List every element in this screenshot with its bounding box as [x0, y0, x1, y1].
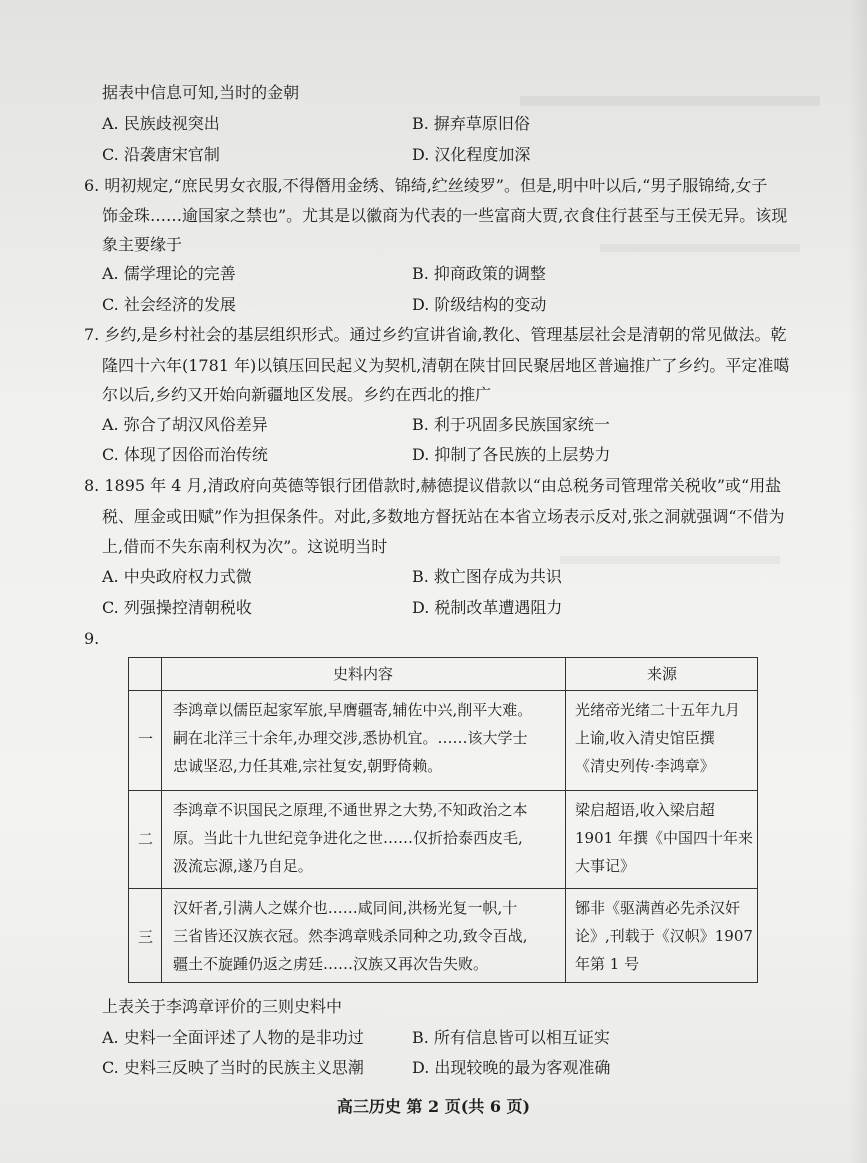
table-rule [129, 790, 757, 791]
bleed-through-mark [560, 556, 780, 564]
table-cell-content: 忠诚坚忍,力任其难,宗社复安,朝野倚赖。 [173, 757, 443, 775]
q7-option-b[interactable]: B. 利于巩固多民族国家统一 [412, 415, 610, 434]
q9-stem: 上表关于李鸿章评价的三则史料中 [102, 997, 343, 1016]
q8-option-b[interactable]: B. 救亡图存成为共识 [412, 567, 562, 586]
q7-stem-line-1: 7. 乡约,是乡村社会的基层组织形式。通过乡约宣讲省谕,教化、管理基层社会是清朝的常见做法。乾 [84, 325, 787, 344]
q9-option-b[interactable]: B. 所有信息皆可以相互证实 [412, 1028, 610, 1047]
q5-option-a[interactable]: A. 民族歧视突出 [102, 114, 220, 133]
q7-option-d[interactable]: D. 抑制了各民族的上层势力 [412, 445, 611, 464]
table-row-label: 一 [137, 730, 153, 748]
q5-option-c[interactable]: C. 沿袭唐宋官制 [102, 145, 220, 164]
table-cell-source: 1901 年撰《中国四十年来 [575, 829, 753, 847]
table-cell-source: 年第 1 号 [575, 955, 640, 973]
table-cell-content: 原。当此十九世纪竞争进化之世……仅折拾泰西皮毛, [173, 829, 523, 847]
table-row-label: 三 [137, 928, 153, 946]
q6-option-a[interactable]: A. 儒学理论的完善 [102, 264, 236, 283]
bleed-through-mark [600, 244, 800, 252]
q5-stem: 据表中信息可知,当时的金朝 [102, 83, 300, 102]
q7-option-c[interactable]: C. 体现了因俗而治传统 [102, 445, 268, 464]
q6-option-d[interactable]: D. 阶级结构的变动 [412, 295, 547, 314]
q5-option-b[interactable]: B. 摒弃草原旧俗 [412, 114, 530, 133]
table-cell-source: 大事记》 [575, 857, 636, 875]
q9-number: 9. [84, 629, 100, 648]
q6-option-b[interactable]: B. 抑商政策的调整 [412, 264, 546, 283]
table-cell-content: 汉奸者,引满人之媒介也……咸同间,洪杨光复一帜,十 [173, 899, 518, 917]
table-row-label: 二 [137, 830, 153, 848]
q7-stem-line-3: 尔以后,乡约又开始向新疆地区发展。乡约在西北的推广 [102, 385, 492, 404]
table-cell-source: 光绪帝光绪二十五年九月 [575, 701, 741, 719]
table-cell-content: 疆土不旋踵仍返之虏廷……汉族又再次告失败。 [173, 955, 489, 973]
table-rule [565, 658, 566, 982]
table-cell-content: 汲流忘源,遂乃自足。 [173, 857, 313, 875]
table-cell-content: 嗣在北洋三十余年,办理交涉,悉协机宜。……该大学士 [173, 729, 528, 747]
page-edge-shadow [849, 0, 867, 1163]
table-cell-content: 李鸿章不识国民之原理,不通世界之大势,不知政治之本 [173, 801, 528, 819]
q8-stem-line-2: 税、厘金或田赋”作为担保条件。对此,多数地方督抚站在本省立场表示反对,张之洞就强调“不借为 [102, 507, 785, 526]
q8-option-a[interactable]: A. 中央政府权力式微 [102, 567, 252, 586]
bleed-through-mark [520, 96, 820, 106]
table-rule [129, 888, 757, 889]
q8-stem-line-3: 上,借而不失东南利权为次”。这说明当时 [102, 537, 388, 556]
page-footer: 高三历史 第 2 页(共 6 页) [336, 1097, 531, 1116]
q9-option-c[interactable]: C. 史料三反映了当时的民族主义思潮 [102, 1058, 364, 1077]
q6-option-c[interactable]: C. 社会经济的发展 [102, 295, 236, 314]
q6-stem-line-1: 6. 明初规定,“庶民男女衣服,不得僭用金绣、锦绮,纻丝绫罗”。但是,明中叶以后,“男子服锦绮,女子 [84, 176, 768, 195]
q7-option-a[interactable]: A. 弥合了胡汉风俗差异 [102, 415, 268, 434]
q8-option-c[interactable]: C. 列强操控清朝税收 [102, 598, 252, 617]
q6-stem-line-2: 饰金珠……逾国家之禁也”。尤其是以徽商为代表的一些富商大贾,衣食住行甚至与王侯无异。该现 [102, 206, 788, 225]
q8-option-d[interactable]: D. 税制改革遭遇阻力 [412, 598, 563, 617]
q9-option-a[interactable]: A. 史料一全面评述了人物的是非功过 [102, 1028, 364, 1047]
q5-option-d[interactable]: D. 汉化程度加深 [412, 145, 531, 164]
table-rule [129, 690, 757, 691]
q7-stem-line-2: 隆四十六年(1781 年)以镇压回民起义为契机,清朝在陕甘回民聚居地区普遍推广了乡约。平定准噶 [102, 356, 790, 375]
table-cell-source: 《清史列传·李鸿章》 [575, 757, 715, 775]
table-cell-source: 论》,刊载于《汉帜》1907 [575, 927, 753, 945]
table-header-source: 来源 [646, 665, 677, 683]
table-cell-source: 梁启超语,收入梁启超 [575, 801, 715, 819]
q6-stem-line-3: 象主要缘于 [102, 235, 183, 254]
table-cell-source: 铘非《驱满酋必先杀汉奸 [575, 899, 741, 917]
table-cell-content: 三省皆还汉族衣冠。然李鸿章贱杀同种之功,致令百战, [173, 927, 528, 945]
q8-stem-line-1: 8. 1895 年 4 月,清政府向英德等银行团借款时,赫德提议借款以“由总税务司管理常关税收”或“用盐 [84, 476, 782, 495]
q9-option-d[interactable]: D. 出现较晚的最为客观准确 [412, 1058, 611, 1077]
table-header-content: 史料内容 [332, 665, 393, 683]
table-cell-content: 李鸿章以儒臣起家军旅,早膺疆寄,辅佐中兴,削平大难。 [173, 701, 533, 719]
table-cell-source: 上谕,收入清史馆臣撰 [575, 729, 715, 747]
q9-source-table [128, 657, 758, 983]
